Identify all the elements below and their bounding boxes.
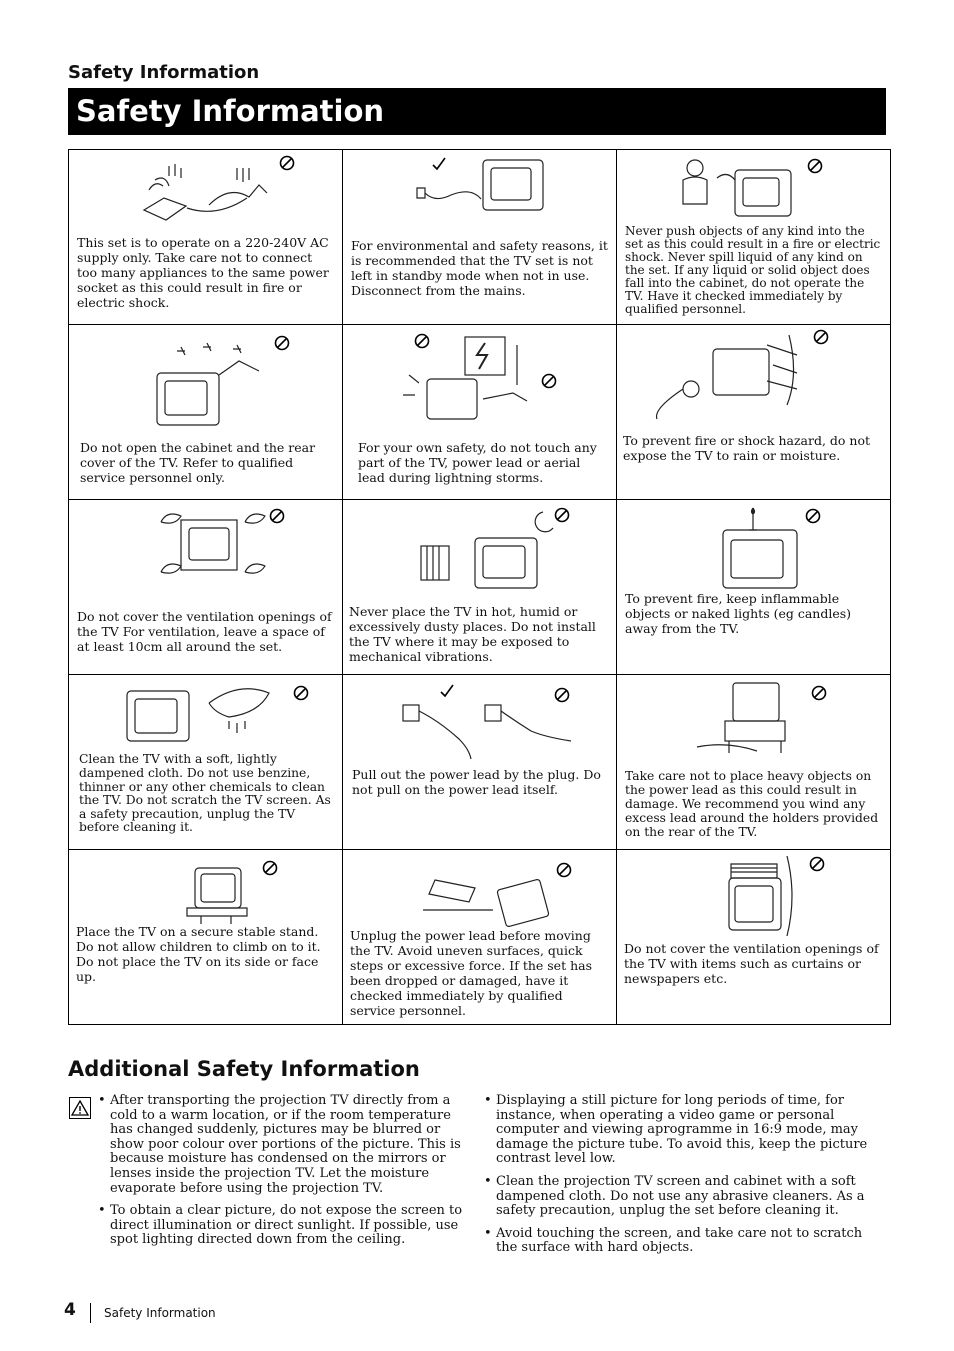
no-sign-icon bbox=[554, 507, 570, 523]
tv-dropped-illustration bbox=[343, 850, 615, 940]
tv-heater-illustration bbox=[343, 500, 615, 600]
no-sign-icon bbox=[556, 862, 572, 878]
list-item: • To obtain a clear picture, do not expose the screen to direct illumination or direct sunlight. If possible, use spot lighting directed down from the ceiling. bbox=[98, 1204, 474, 1248]
safety-text: Pull out the power lead by the plug. Do not pull on the power lead itself. bbox=[352, 767, 601, 797]
safety-text: Do not cover the ventilation openings of the TV with items such as curtains or newspapers etc. bbox=[624, 941, 879, 986]
check-icon bbox=[439, 683, 455, 699]
safety-grid bbox=[68, 149, 891, 1025]
safety-text: Unplug the power lead before moving the TV. Avoid uneven surfaces, quick steps or excessive force. If the set has been dropped or damaged, have it checked immediately by qualified service personnel. bbox=[350, 928, 592, 1018]
no-sign-icon bbox=[805, 508, 821, 524]
tv-unplug-illustration bbox=[343, 150, 615, 250]
safety-cell-cabinet bbox=[69, 325, 342, 499]
list-item: • After transporting the projection TV directly from a cold to a warm location, or if the room temperature has changed suddenly, pictures may be blurred or show poor colour over portions of the picture. This is because moisture has condensed on the mirrors or lenses inside the projection TV. Let the moisture evaporate before using the projection TV. bbox=[98, 1094, 474, 1196]
safety-cell-moving bbox=[343, 850, 616, 1024]
safety-cell-heavy-objects bbox=[617, 675, 890, 849]
safety-cell-plug bbox=[343, 675, 616, 849]
tv-ventilation-illustration bbox=[69, 500, 341, 600]
no-sign-icon bbox=[262, 860, 278, 876]
no-sign-icon bbox=[269, 508, 285, 524]
safety-text: Do not cover the ventilation openings of the TV For ventilation, leave a space of at least 10cm all around the set. bbox=[77, 609, 332, 654]
footer-divider bbox=[90, 1303, 91, 1323]
safety-cell-heat-humidity bbox=[343, 500, 616, 674]
tv-rain-illustration bbox=[617, 325, 889, 435]
no-sign-icon bbox=[813, 329, 829, 345]
no-sign-icon bbox=[554, 687, 570, 703]
safety-text: This set is to operate on a 220-240V AC supply only. Take care not to connect too many appliances to the same power socket as this could result in fire or electric shock. bbox=[77, 235, 329, 310]
page-number: 4 bbox=[64, 1300, 76, 1320]
warning-triangle-icon bbox=[69, 1097, 91, 1119]
additional-safety-heading: Additional Safety Information bbox=[68, 1057, 420, 1081]
safety-text: Never push objects of any kind into the set as this could result in a fire or electric shock. Never spill liquid of any kind on the set. If any liquid or solid object does fall into the cabinet, do not operate the TV. Have it checked immediately by qualified personnel. bbox=[625, 224, 881, 316]
tv-candle-illustration bbox=[617, 500, 889, 600]
safety-cell-candles bbox=[617, 500, 890, 674]
no-sign-icon bbox=[274, 335, 290, 351]
list-item: • Clean the projection TV screen and cabinet with a soft dampened cloth. Do not use any abrasive cleaners. As a safety precaution, unplug the set before cleaning it. bbox=[484, 1175, 886, 1219]
no-sign-icon bbox=[809, 856, 825, 872]
tv-on-lead-illustration bbox=[617, 675, 889, 775]
footer-section-label: Safety Information bbox=[104, 1306, 216, 1320]
safety-cell-stand bbox=[69, 850, 342, 1024]
safety-text: Never place the TV in hot, humid or excessively dusty places. Do not install the TV where it may be exposed to mechanical vibrations. bbox=[349, 604, 596, 664]
safety-cell-rain bbox=[617, 325, 890, 499]
section-heading: Safety Information bbox=[68, 62, 260, 83]
safety-cell-curtains bbox=[617, 850, 890, 1024]
safety-cell-cleaning bbox=[69, 675, 342, 849]
safety-cell-lightning bbox=[343, 325, 616, 499]
safety-text: Do not open the cabinet and the rear cover of the TV. Refer to qualified service personnel only. bbox=[80, 440, 316, 485]
safety-text: For environmental and safety reasons, it is recommended that the TV set is not left in standby mode when not in use. Disconnect from the mains. bbox=[351, 238, 608, 298]
lightning-storm-illustration bbox=[343, 325, 615, 435]
safety-cell-power-supply bbox=[69, 150, 342, 324]
no-sign-icon bbox=[293, 685, 309, 701]
pull-plug-illustration bbox=[343, 675, 615, 775]
safety-text: Place the TV on a secure stable stand. Do not allow children to climb on to it. Do not place the TV on its side or face up. bbox=[76, 924, 321, 984]
safety-text: Clean the TV with a soft, lightly dampened cloth. Do not use benzine, thinner or any other chemicals to clean the TV. Do not scratch the TV screen. As a safety precaution, unplug the TV before cleaning it. bbox=[79, 752, 331, 835]
no-sign-icon bbox=[811, 685, 827, 701]
additional-right-column bbox=[484, 1094, 886, 1264]
tv-curtains-illustration bbox=[617, 850, 889, 940]
no-sign-icon bbox=[807, 158, 823, 174]
safety-text: For your own safety, do not touch any part of the TV, power lead or aerial lead during lightning storms. bbox=[358, 440, 597, 485]
safety-cell-standby bbox=[343, 150, 616, 324]
additional-left-column bbox=[98, 1094, 474, 1256]
safety-cell-objects-liquid bbox=[617, 150, 890, 324]
safety-text: To prevent fire, keep inflammable objects or naked lights (eg candles) away from the TV. bbox=[625, 591, 852, 636]
tv-open-cabinet-illustration bbox=[69, 325, 341, 435]
safety-cell-ventilation bbox=[69, 500, 342, 674]
list-item: • Displaying a still picture for long periods of time, for instance, when operating a video game or personal computer and viewing aprogramme in 16:9 mode, may damage the picture tube. To avoid this, keep the picture contrast level low. bbox=[484, 1094, 886, 1167]
no-sign-icon bbox=[279, 155, 295, 171]
no-sign-icon bbox=[541, 373, 557, 389]
list-item: • Avoid touching the screen, and take care not to scratch the surface with hard objects. bbox=[484, 1227, 886, 1256]
safety-text: Take care not to place heavy objects on the power lead as this could result in damage. We recommend you wind any excess lead around the holders provided on the rear of the TV. bbox=[625, 769, 879, 839]
no-sign-icon bbox=[414, 333, 430, 349]
safety-text: To prevent fire or shock hazard, do not expose the TV to rain or moisture. bbox=[623, 433, 871, 463]
check-icon bbox=[431, 156, 447, 172]
page-title-banner: Safety Information bbox=[68, 88, 886, 135]
